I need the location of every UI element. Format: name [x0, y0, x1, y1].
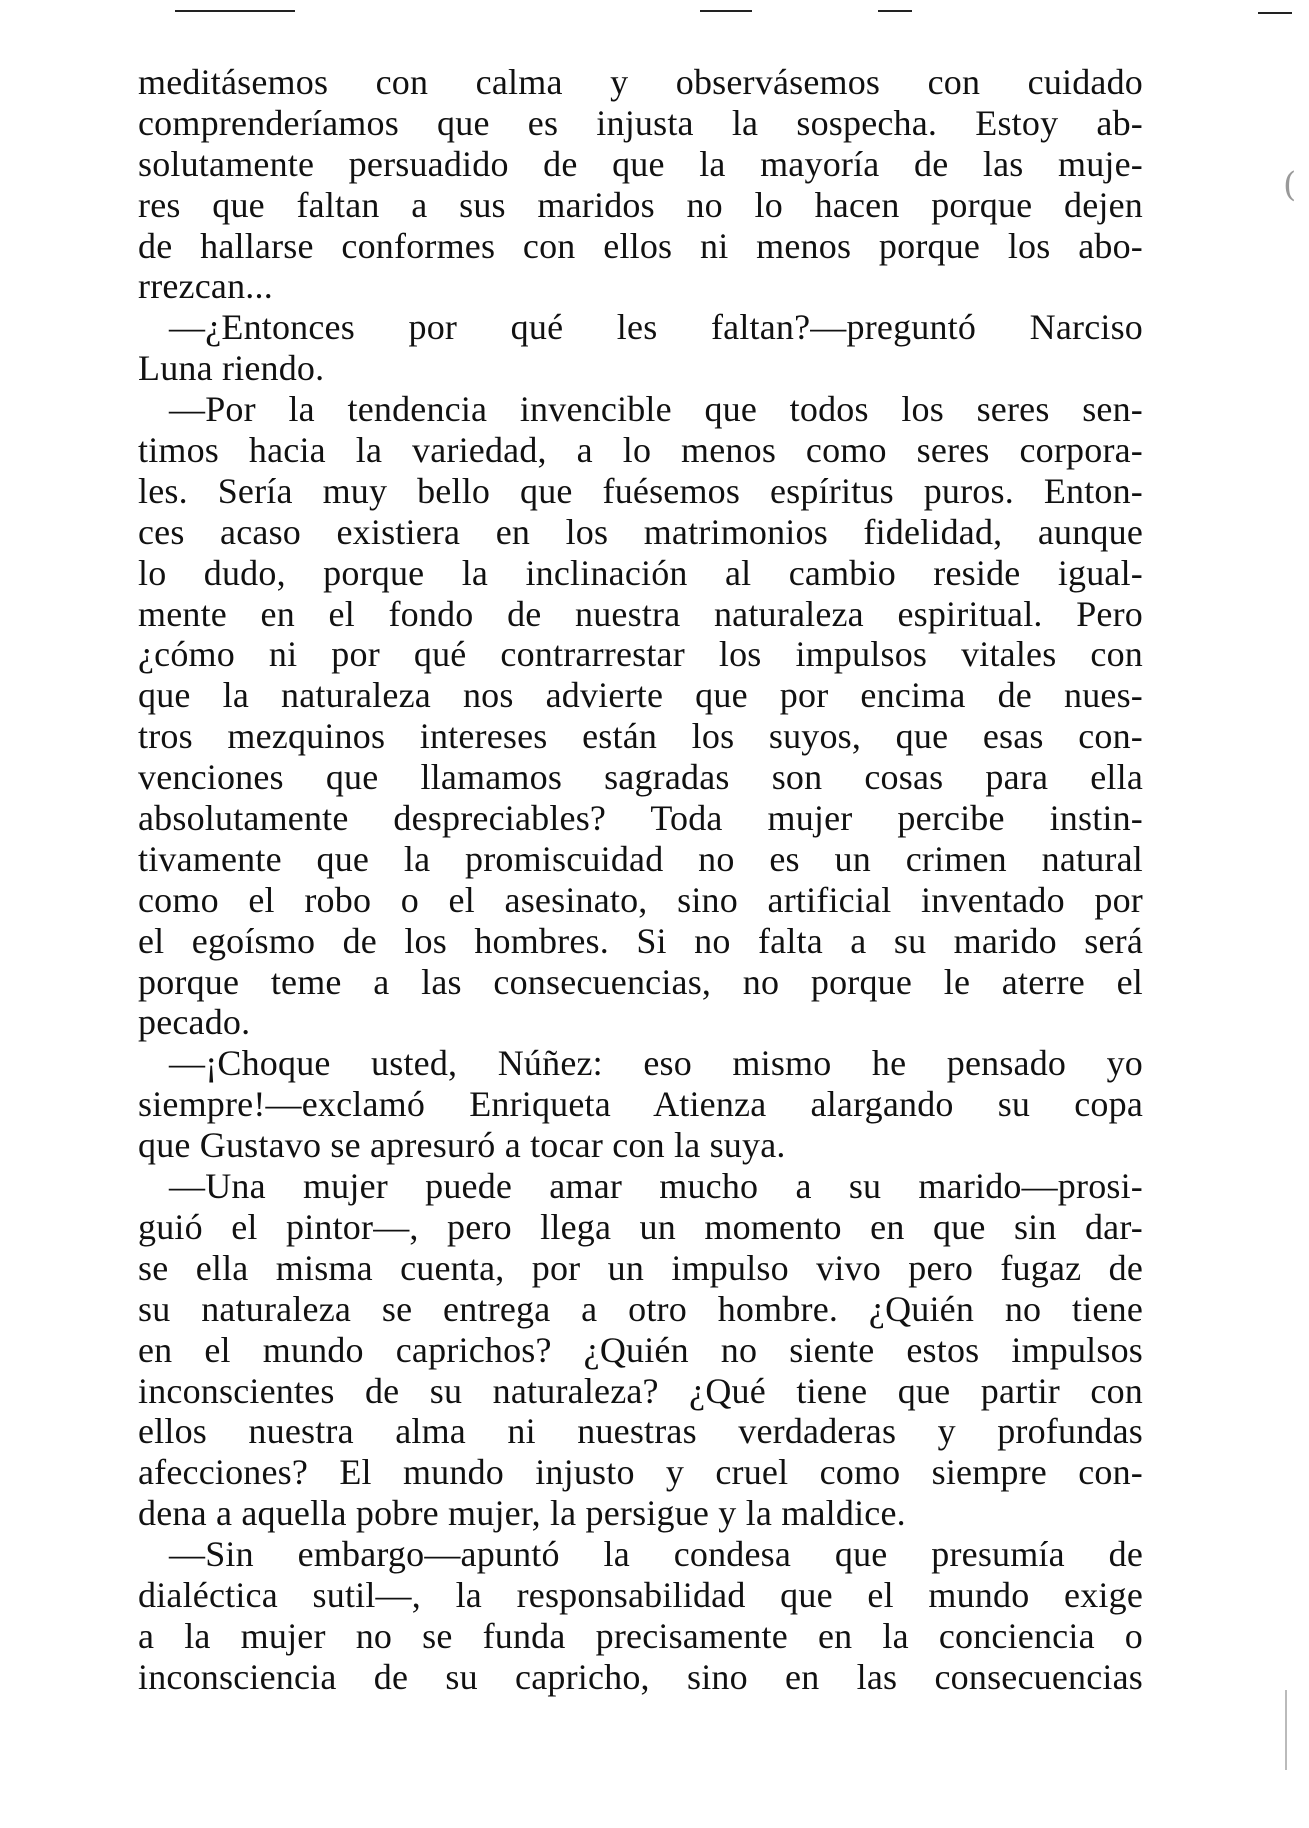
text-line: —Por la tendencia invencible que todos los seres sen- — [169, 389, 1143, 430]
header-rule — [878, 10, 912, 12]
text-line: guió el pintor—, pero llega un momento en que sin dar- — [138, 1206, 1143, 1247]
text-line: —Una mujer puede amar mucho a su marido—prosi- — [169, 1166, 1143, 1207]
text-line: ¿cómo ni por qué contrarrestar los impulsos vitales con — [138, 634, 1143, 675]
text-line: dialéctica sutil—, la responsabilidad que el mundo exige — [138, 1574, 1143, 1615]
text-line: res que faltan a sus maridos no lo hacen porque dejen — [138, 184, 1143, 225]
text-line: venciones que llamamos sagradas son cosas para ella — [138, 757, 1143, 798]
text-line: su naturaleza se entrega a otro hombre. ¿Quién no tiene — [138, 1288, 1143, 1329]
text-line: absolutamente despreciables? Toda mujer percibe instin- — [138, 798, 1143, 839]
body-text — [138, 62, 1143, 1698]
text-line: meditásemos con calma y observásemos con cuidado — [138, 62, 1143, 102]
text-line: dena a aquella pobre mujer, la persigue y la maldice. — [138, 1493, 906, 1534]
text-line: que la naturaleza nos advierte que por encima de nues- — [138, 675, 1143, 716]
text-line: Luna riendo. — [138, 348, 325, 389]
text-line: —¿Entonces por qué les faltan?—preguntó Narciso — [169, 307, 1143, 348]
text-line: el egoísmo de los hombres. Si no falta a su marido será — [138, 920, 1143, 961]
text-line: solutamente persuadido de que la mayoría de las muje- — [138, 143, 1143, 184]
text-line: inconsciencia de su capricho, sino en las consecuencias — [138, 1656, 1143, 1697]
text-line: timos hacia la variedad, a lo menos como seres corpora- — [138, 430, 1143, 471]
text-line: en el mundo caprichos? ¿Quién no siente estos impulsos — [138, 1329, 1143, 1370]
text-line: afecciones? El mundo injusto y cruel como siempre con- — [138, 1452, 1143, 1493]
text-line: porque teme a las consecuencias, no porque le aterre el — [138, 961, 1143, 1002]
text-line: como el robo o el asesinato, sino artificial inventado por — [138, 879, 1143, 920]
text-line: —Sin embargo—apuntó la condesa que presumía de — [169, 1534, 1143, 1575]
text-line: pecado. — [138, 1002, 251, 1043]
text-line: a la mujer no se funda precisamente en la conciencia o — [138, 1615, 1143, 1656]
header-rule — [1258, 12, 1292, 14]
text-line: rrezcan... — [138, 266, 273, 307]
text-line: les. Sería muy bello que fuésemos espíritus puros. Enton- — [138, 470, 1143, 511]
text-line: ces acaso existiera en los matrimonios fidelidad, aunque — [138, 511, 1143, 552]
text-line: ellos nuestra alma ni nuestras verdaderas y profundas — [138, 1411, 1143, 1452]
text-line: tros mezquinos intereses están los suyos, que esas con- — [138, 716, 1143, 757]
text-line: inconscientes de su naturaleza? ¿Qué tiene que partir con — [138, 1370, 1143, 1411]
text-line: comprenderíamos que es injusta la sospecha. Estoy ab- — [138, 102, 1143, 143]
text-line: —¡Choque usted, Núñez: eso mismo he pensado yo — [169, 1043, 1143, 1084]
text-line: que Gustavo se apresuró a tocar con la suya. — [138, 1125, 786, 1166]
text-line: se ella misma cuenta, por un impulso vivo pero fugaz de — [138, 1247, 1143, 1288]
header-rule — [175, 10, 295, 12]
text-line: lo dudo, porque la inclinación al cambio reside igual- — [138, 552, 1143, 593]
text-line: de hallarse conformes con ellos ni menos porque los abo- — [138, 225, 1143, 266]
header-rule — [700, 10, 752, 12]
margin-mark: ( — [1283, 165, 1297, 205]
text-line: tivamente que la promiscuidad no es un crimen natural — [138, 838, 1143, 879]
scan-speck — [1285, 1690, 1287, 1770]
text-line: mente en el fondo de nuestra naturaleza espiritual. Pero — [138, 593, 1143, 634]
text-line: siempre!—exclamó Enriqueta Atienza alargando su copa — [138, 1084, 1143, 1125]
